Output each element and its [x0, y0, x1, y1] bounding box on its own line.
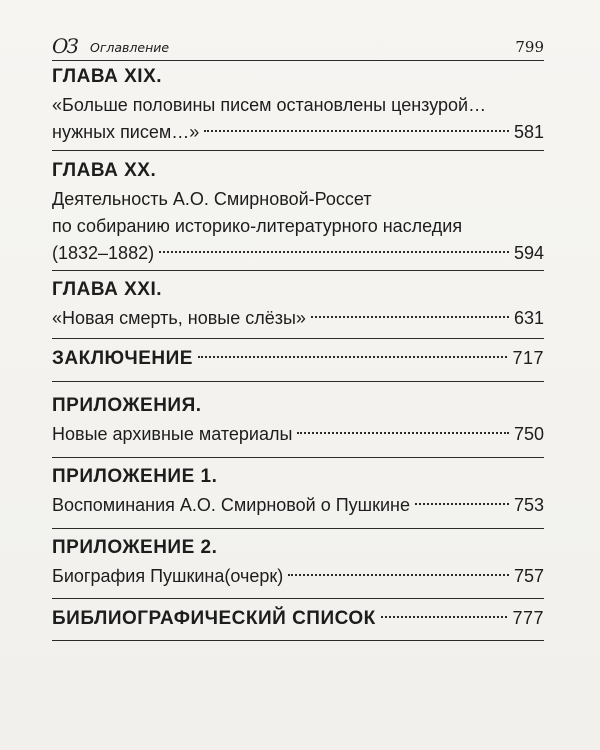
page-ref: 717	[512, 348, 544, 368]
chapter-title-line: Деятельность А.О. Смирновой-Россет	[52, 189, 372, 209]
toc-line	[52, 563, 544, 590]
publisher-logo-icon: ОЗ	[52, 34, 77, 58]
chapter-heading: ЗАКЛЮЧЕНИЕ	[52, 348, 193, 369]
divider	[52, 338, 544, 339]
toc-entry-appendix1[interactable]	[52, 466, 544, 519]
divider	[52, 270, 544, 271]
chapter-title-line: Воспоминания А.О. Смирновой о Пушкине	[52, 495, 410, 515]
page-ref: 757	[513, 566, 544, 586]
dot-leader	[198, 356, 507, 358]
dot-leader	[415, 503, 509, 505]
chapter-heading: ПРИЛОЖЕНИЕ 1.	[52, 466, 218, 487]
page-ref: 777	[512, 608, 544, 628]
toc-entry-conclusion[interactable]	[52, 345, 544, 372]
chapter-title-line: Биография Пушкина(очерк)	[52, 566, 284, 586]
chapter-title-line: «Больше половины писем остановлены цензурой…	[52, 95, 487, 115]
page-ref: 753	[513, 495, 544, 515]
chapter-heading: ГЛАВА XX.	[52, 160, 157, 181]
toc-line	[52, 421, 544, 448]
divider	[52, 381, 544, 382]
toc-entry-ch20[interactable]	[52, 160, 544, 267]
toc-line	[52, 492, 544, 519]
chapter-title-line: по собиранию историко-литературного наследия	[52, 216, 463, 236]
dot-leader	[311, 316, 509, 318]
page-ref: 581	[513, 122, 544, 142]
dot-leader	[297, 432, 509, 434]
dot-leader	[288, 574, 509, 576]
toc-line	[52, 345, 544, 372]
divider	[52, 457, 544, 458]
divider	[52, 640, 544, 641]
toc-entry-appendices[interactable]	[52, 395, 544, 448]
chapter-title-line: нужных писем…»	[52, 122, 200, 142]
divider	[52, 528, 544, 529]
toc-entry-ch19[interactable]	[52, 66, 544, 146]
dot-leader	[381, 616, 508, 618]
chapter-heading: ГЛАВА XXI.	[52, 279, 163, 300]
chapter-heading: ПРИЛОЖЕНИЕ 2.	[52, 537, 218, 558]
dot-leader	[159, 251, 509, 253]
divider	[52, 150, 544, 151]
page-ref: 631	[513, 308, 544, 328]
chapter-heading: ПРИЛОЖЕНИЯ.	[52, 395, 202, 416]
toc-line	[52, 305, 544, 332]
running-header	[52, 34, 544, 61]
dot-leader	[204, 130, 509, 132]
chapter-title-line: Новые архивные материалы	[52, 424, 293, 444]
chapter-heading: БИБЛИОГРАФИЧЕСКИЙ СПИСОК	[52, 608, 376, 629]
page-ref: 750	[513, 424, 544, 444]
toc-line	[52, 240, 544, 267]
toc-entry-appendix2[interactable]	[52, 537, 544, 590]
page-ref: 594	[513, 243, 544, 263]
chapter-title-line: (1832–1882)	[52, 243, 155, 263]
toc-entry-bibliography[interactable]	[52, 605, 544, 632]
chapter-heading: ГЛАВА XIX.	[52, 66, 163, 87]
chapter-title-line: «Новая смерть, новые слёзы»	[52, 308, 306, 328]
divider	[52, 598, 544, 599]
toc-line	[52, 119, 544, 146]
toc-line	[52, 605, 544, 632]
page-number: 799	[515, 38, 544, 56]
toc-entry-ch21[interactable]	[52, 279, 544, 332]
section-title: Оглавление	[90, 40, 170, 55]
